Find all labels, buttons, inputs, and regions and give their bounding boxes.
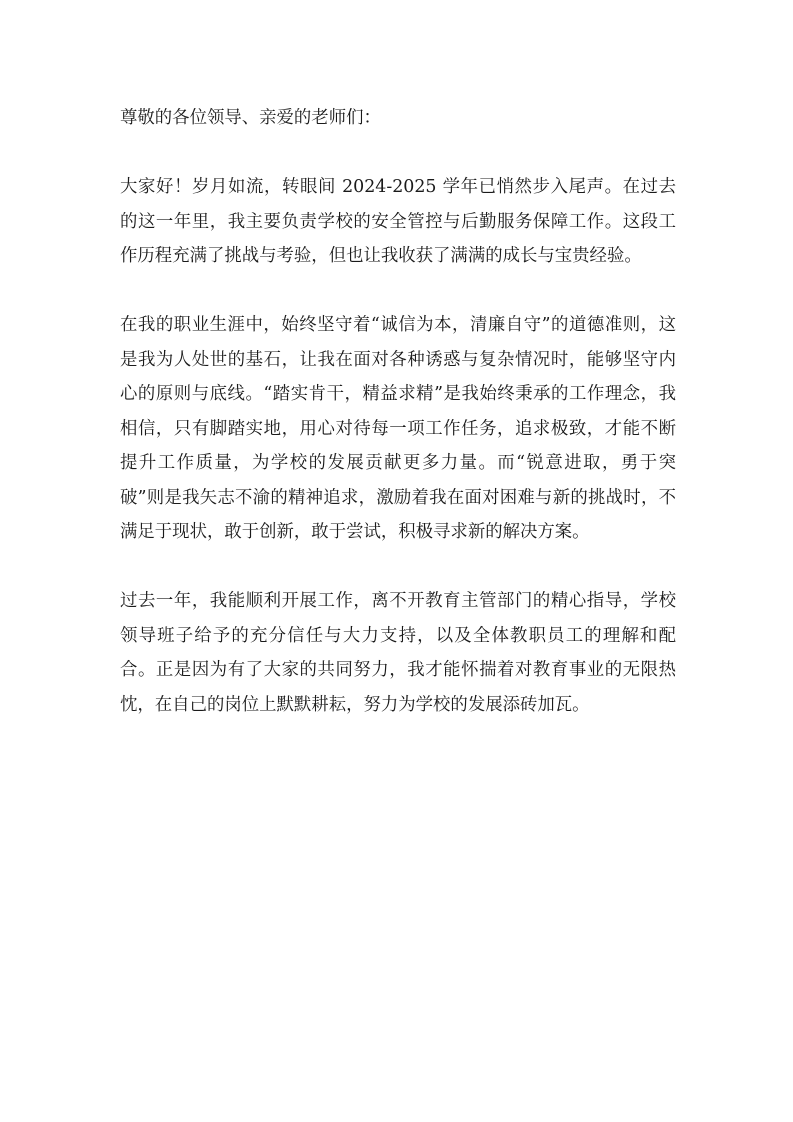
salutation: 尊敬的各位领导、亲爱的老师们： xyxy=(120,108,381,128)
paragraph-acknowledgement: 过去一年，我能顺利开展工作，离不开教育主管部门的精心指导，学校领导班子给予的充分信任与大力支持，以及全体教职员工的理解和配合。正是因为有了大家的共同努力，我才能怀揣着对教育事业的无限热忱，在自己的岗位上默默耕耘，努力为学校的发展添砖加瓦。 xyxy=(120,591,676,715)
paragraph-principles: 在我的职业生涯中，始终坚守着“诚信为本，清廉自守”的道德准则，这是我为人处世的基石，让我在面对各种诱惑与复杂情况时，能够坚守内心的原则与底线。“踏实肯干，精益求精”是我始终秉承的工作理念，我相信，只有脚踏实地，用心对待每一项工作任务，追求极致，才能不断提升工作质量，为学校的发展贡献更多力量。而“锐意进取，勇于突破”则是我矢志不渝的精神追求，激励着我在面对困难与新的挑战时，不满足于现状，敢于创新，敢于尝试，积极寻求新的解决方案。 xyxy=(120,315,676,542)
speech-body xyxy=(120,101,676,722)
paragraph-greeting: 大家好！岁月如流，转眼间 2024-2025 学年已悄然步入尾声。在过去的这一年里，我主要负责学校的安全管控与后勤服务保障工作。这段工作历程充满了挑战与考验，但也让我收获了满满的成长与宝贵经验。 xyxy=(120,177,676,266)
